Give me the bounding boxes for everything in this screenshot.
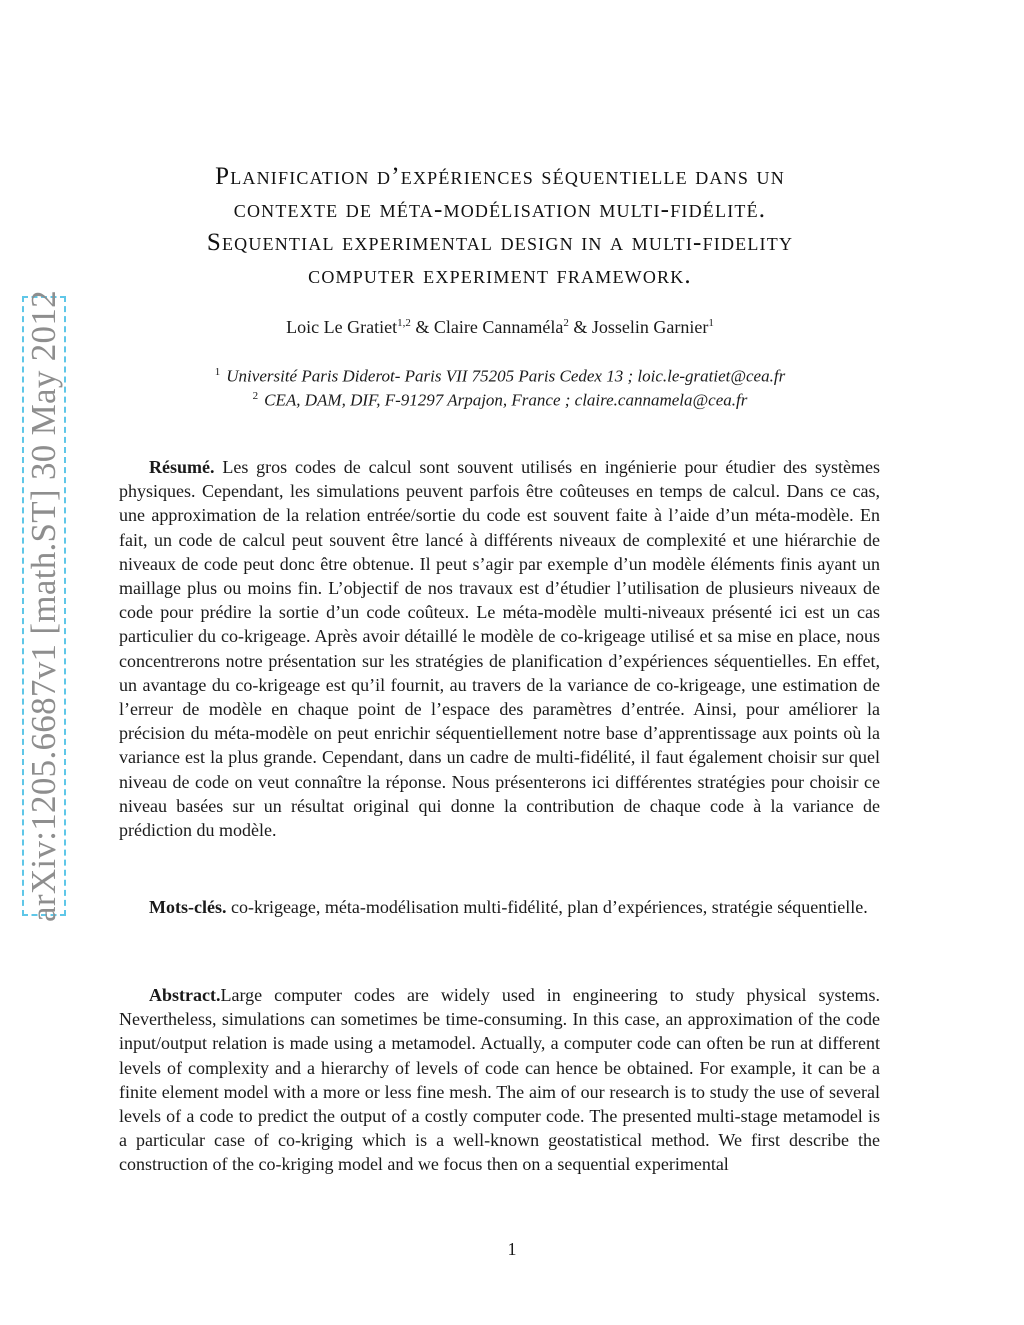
affiliation bbox=[120, 390, 880, 411]
affiliation-number: 2 bbox=[252, 390, 259, 402]
paper-title bbox=[100, 160, 900, 292]
arxiv-id[interactable]: arXiv:1205.6687v1 [math.ST] 30 May 2012 bbox=[24, 290, 64, 922]
resume-text: Les gros codes de calcul sont souvent utilisés en ingénierie pour étudier des systèmes physiques. Cependant, les simulations peuvent parfois être coûteuses en temps de calcul. Dans ce cas, une approximation de la relation entrée/sortie du code est souvent faite à l’aide d’un méta-modèle. En fait, un code de calcul peut souvent être lancé à différents niveaux de complexité et une hiérarchie de niveaux de code peut donc être obtenue. Il peut s’agir par exemple d’un modèle éléments finis ayant un maillage plus ou moins fin. L’objectif de nos travaux est d’étudier l’utilisation de plusieurs niveaux de code pour prédire la sortie d’un code coûteux. Le méta-modèle multi-niveaux présenté ici est un cas particulier du co-krigeage. Après avoir détaillé le modèle de co-krigeage utilisé et sa mise en place, nous concentrerons notre présentation sur les stratégies de planification d’expériences séquentielles. En effet, un avantage du co-krigeage est qu’il fournit, au travers de la variance de co-krigeage, une estimation de l’erreur de modèle en chaque point de l’espace des paramètres d’entrée. Ainsi, pour améliorer la précision du méta-modèle on peut enrichir séquentiellement notre base d’apprentissage aux points où la variance est la plus grande. Cependant, dans un cadre de multi-fidélité, il faut également choisir sur quel niveau de code on veut connaître la réponse. Nous présenterons ici différentes stratégies pour choisir ce niveau basées sur un résultat original qui donne la contribution de chaque code à la variance de prédiction du modèle. bbox=[119, 457, 880, 841]
author-affiliation-mark: 2 bbox=[563, 317, 569, 329]
author-name: Josselin Garnier bbox=[591, 317, 709, 337]
affiliation-text: CEA, DAM, DIF, F-91297 Arpajon, France ; claire.cannamela@cea.fr bbox=[264, 390, 748, 410]
affiliation-number: 1 bbox=[214, 366, 221, 378]
author-name: Loic Le Gratiet bbox=[286, 317, 398, 337]
resume-paragraph bbox=[119, 455, 880, 842]
abstract-label: Abstract. bbox=[149, 985, 221, 1005]
author-name: Claire Cannaméla bbox=[433, 317, 564, 337]
author-affiliation-mark: 1 bbox=[708, 317, 714, 329]
page-number: 1 bbox=[507, 1239, 517, 1259]
author-separator: & bbox=[410, 317, 434, 337]
author-affiliation-mark: 1,2 bbox=[397, 317, 411, 329]
arxiv-stamp[interactable] bbox=[22, 290, 66, 922]
title-line: contexte de méta-modélisation multi-fidélité. bbox=[233, 196, 767, 223]
keywords-label: Mots-clés. bbox=[149, 897, 227, 917]
resume-label: Résumé. bbox=[149, 457, 215, 477]
affiliation-text: Université Paris Diderot- Paris VII 75205 Paris Cedex 13 ; loic.le-gratiet@cea.fr bbox=[226, 366, 786, 386]
keywords-text: co-krigeage, méta-modélisation multi-fidélité, plan d’expériences, stratégie séquentielle. bbox=[226, 897, 868, 917]
title-line: Planification d’expériences séquentielle dans un bbox=[215, 163, 785, 190]
author-list bbox=[120, 317, 880, 338]
title-line: computer experiment framework. bbox=[308, 262, 692, 289]
abstract-text: Large computer codes are widely used in engineering to study physical systems. Nevertheless, simulations can sometimes be time-consuming. In this case, an approximation of the code input/output relation is made using a metamodel. Actually, a computer code can often be run at different levels of complexity and a hierarchy of levels of code can hence be obtained. For example, it can be a finite element model with a more or less fine mesh. The aim of our research is to study the use of several levels of a code to predict the output of a costly computer code. The presented multi-stage metamodel is a particular case of co-kriging which is a well-known geostatistical method. We first describe the construction of the co-kriging model and we focus then on a sequential experimental bbox=[119, 985, 880, 1175]
title-line: Sequential experimental design in a multi-fidelity bbox=[206, 229, 794, 256]
keywords-paragraph bbox=[119, 895, 880, 919]
affiliation bbox=[120, 366, 880, 387]
author-separator: & bbox=[568, 317, 592, 337]
abstract-paragraph bbox=[119, 983, 880, 1177]
